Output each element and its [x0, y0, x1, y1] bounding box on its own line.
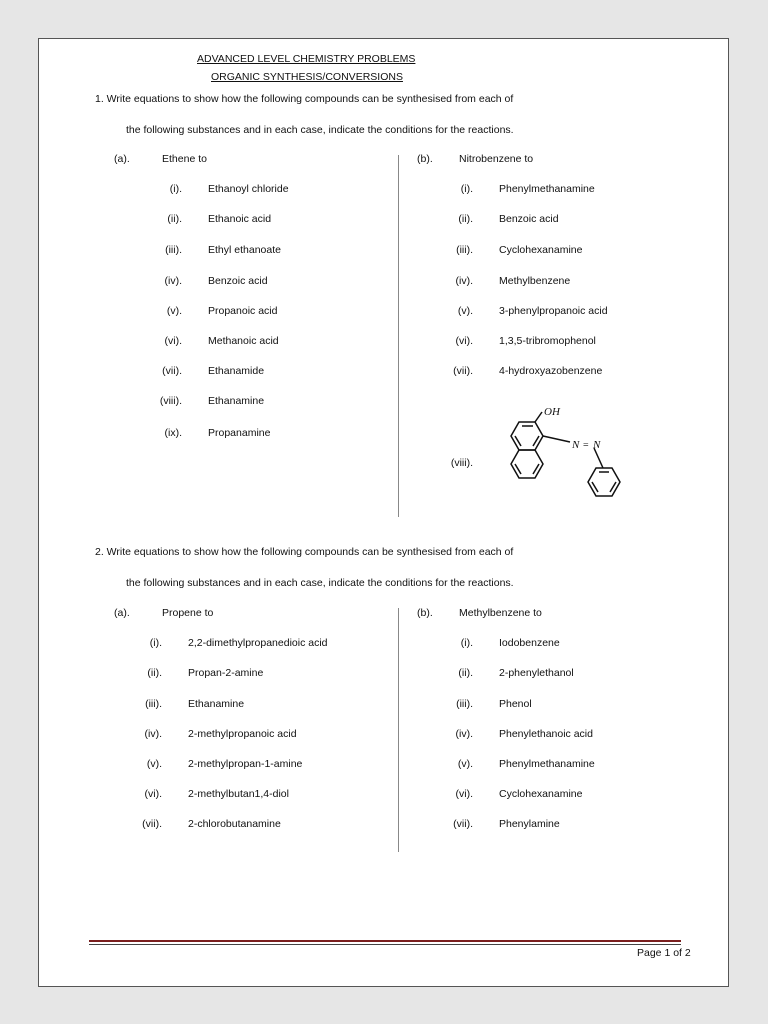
item-text: Ethanoyl chloride [208, 183, 289, 195]
item-number: (ii). [458, 213, 473, 225]
q1b-heading: Nitrobenzene to [459, 153, 534, 165]
item-number: (vi). [455, 788, 473, 800]
item-text: Phenylmethanamine [499, 758, 595, 770]
page-number: Page 1 of 2 [637, 947, 691, 959]
q2-column-divider [398, 608, 399, 852]
item-number: (vii). [453, 365, 473, 377]
item-text: Methylbenzene [499, 275, 571, 287]
item-number: (v). [146, 758, 162, 770]
q2b-label: (b). [417, 607, 433, 619]
item-text: Phenylamine [499, 818, 560, 830]
item-text: Cyclohexanamine [499, 244, 583, 256]
oh-label: OH [544, 406, 560, 418]
q1a-label: (a). [114, 153, 130, 165]
item-text: Propanamine [208, 427, 271, 439]
item-text: Cyclohexanamine [499, 788, 583, 800]
item-number: (v). [457, 305, 473, 317]
item-number: (viii). [450, 457, 473, 469]
item-text: 2-methylbutan1,4-diol [188, 788, 289, 800]
item-text: 2,2-dimethylpropanedioic acid [188, 637, 328, 649]
item-text: Phenylethanoic acid [499, 728, 593, 740]
item-text: Ethanamine [208, 395, 265, 407]
item-number: (iii). [456, 244, 473, 256]
item-number: (viii). [159, 395, 182, 407]
item-number: (v). [457, 758, 473, 770]
n2-label: N [593, 439, 601, 451]
item-number: (ii). [167, 213, 182, 225]
item-number: (ii). [458, 667, 473, 679]
item-number: (ii). [147, 667, 162, 679]
item-text: Ethanamide [208, 365, 265, 377]
q2-intro-line1: 2. Write equations to show how the following compounds can be synthesised from each of [95, 546, 514, 558]
item-number: (vii). [453, 818, 473, 830]
item-number: (ix). [164, 427, 182, 439]
item-number: (vi). [455, 335, 473, 347]
q2-intro-line2: the following substances and in each case, indicate the conditions for the reactions. [126, 577, 514, 589]
doc-title: ADVANCED LEVEL CHEMISTRY PROBLEMS [197, 53, 416, 65]
n1-label: N [572, 439, 580, 451]
q1-column-divider [398, 155, 399, 517]
item-number: (vii). [142, 818, 162, 830]
item-text: Propanoic acid [208, 305, 278, 317]
double-bond-symbol: = [583, 440, 589, 451]
item-number: (vii). [162, 365, 182, 377]
q1a-heading: Ethene to [162, 153, 207, 165]
item-text: 2-phenylethanol [499, 667, 574, 679]
item-text: Phenol [499, 698, 532, 710]
item-number: (i). [169, 183, 182, 195]
item-number: (iv). [144, 728, 162, 740]
item-number: (iii). [165, 244, 182, 256]
item-number: (iii). [456, 698, 473, 710]
item-text: Ethyl ethanoate [208, 244, 281, 256]
item-text: Ethanoic acid [208, 213, 272, 225]
item-number: (i). [149, 637, 162, 649]
item-text: 2-methylpropanoic acid [188, 728, 297, 740]
footer-rule [89, 940, 681, 942]
q2b-heading: Methylbenzene to [459, 607, 542, 619]
item-text: 2-chlorobutanamine [188, 818, 281, 830]
item-number: (i). [460, 183, 473, 195]
q2a-label: (a). [114, 607, 130, 619]
q1b-label: (b). [417, 153, 433, 165]
item-number: (iv). [455, 275, 473, 287]
q2a-heading: Propene to [162, 607, 214, 619]
q1-intro-line1: 1. Write equations to show how the following compounds can be synthesised from each of [95, 93, 514, 105]
item-text: Propan-2-amine [188, 667, 264, 679]
item-text: Phenylmethanamine [499, 183, 595, 195]
doc-subtitle: ORGANIC SYNTHESIS/CONVERSIONS [211, 71, 403, 83]
q1-intro-line2: the following substances and in each case, indicate the conditions for the reactions. [126, 124, 514, 136]
footer-rule-thin [89, 944, 681, 945]
item-text: Benzoic acid [499, 213, 559, 225]
item-text: 4-hydroxyazobenzene [499, 365, 603, 377]
item-number: (v). [166, 305, 182, 317]
item-number: (i). [460, 637, 473, 649]
item-number: (vi). [144, 788, 162, 800]
item-number: (vi). [164, 335, 182, 347]
azo-naphthol-structure [490, 398, 640, 513]
item-text: Methanoic acid [208, 335, 279, 347]
item-text: Iodobenzene [499, 637, 560, 649]
item-text: 2-methylpropan-1-amine [188, 758, 303, 770]
item-text: 3-phenylpropanoic acid [499, 305, 608, 317]
item-number: (iv). [455, 728, 473, 740]
item-text: Benzoic acid [208, 275, 268, 287]
item-text: Ethanamine [188, 698, 245, 710]
item-number: (iii). [145, 698, 162, 710]
item-text: 1,3,5-tribromophenol [499, 335, 596, 347]
item-number: (iv). [164, 275, 182, 287]
